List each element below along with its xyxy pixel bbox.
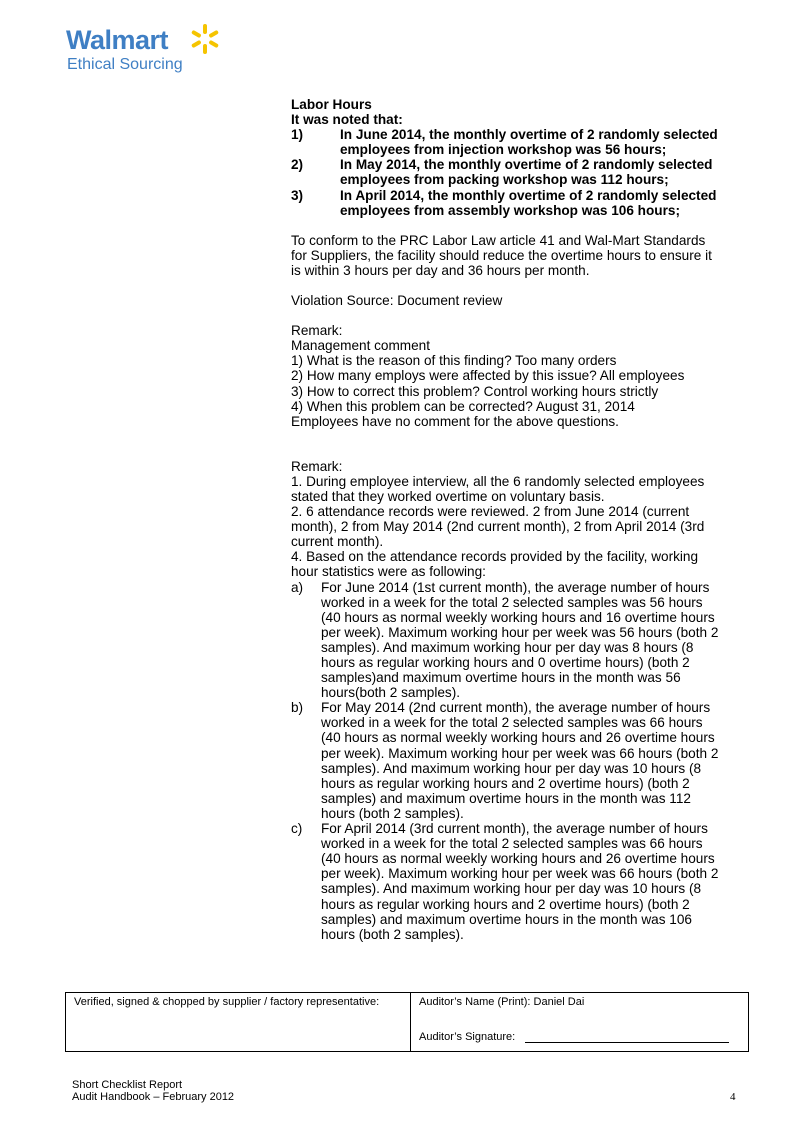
supplier-verification-label: Verified, signed & chopped by supplier / factory representative: (74, 996, 380, 1008)
report-content (291, 97, 721, 942)
supplier-verification-cell (66, 993, 411, 1051)
remark-paragraph: 4. Based on the attendance records provided by the facility, working hour statistics were as following: (291, 549, 699, 580)
remark-label: Remark: (291, 458, 343, 474)
list-text: For April 2014 (3rd current month), the average number of hours worked in a week for the total 2 selected samples was 66 hours (40 hours as normal weekly working hours and 26 overtime hours per week). Maximum working hour per week was 66 hours (both 2 samples). And maximum working hour per day was 10 hours (8 hours as regular working hours and 2 overtime hours) (both 2 samples) and maximum overtime hours in the month was 106 hours (both 2 samples). (321, 821, 719, 942)
finding-number: 1) (291, 127, 304, 143)
list-text: For May 2014 (2nd current month), the average number of hours worked in a week for the total 2 selected samples was 66 hours (40 hours as normal weekly working hours and 26 overtime hours per week). Maximum working hour per week was 66 hours (both 2 samples). And maximum working hour per day was 10 hours (8 hours as regular working hours and 2 overtime hours) (both 2 samples) and maximum overtime hours in the month was 112 hours (both 2 samples). (321, 700, 719, 821)
noted-intro: It was noted that: (291, 112, 403, 128)
remark-paragraph: 1. During employee interview, all the 6 randomly selected employees stated that they worked overtime on voluntary basis. (291, 473, 705, 504)
remark-line: 4) When this problem can be corrected? August 31, 2014 (291, 398, 635, 414)
list-item (291, 700, 721, 821)
list-letter: a) (291, 579, 304, 595)
remark-line: 1) What is the reason of this finding? Too many orders (291, 353, 617, 369)
finding-text: In April 2014, the monthly overtime of 2 randomly selected employees from assembly workshop was 106 hours; (340, 187, 717, 218)
page-number: 4 (730, 1091, 736, 1103)
logo-subtitle: Ethical Sourcing (67, 56, 183, 73)
remark-line: 2) How many employs were affected by this issue? All employees (291, 368, 685, 384)
finding-text: In May 2014, the monthly overtime of 2 randomly selected employees from packing workshop was 112 hours; (340, 157, 713, 188)
list-text: For June 2014 (1st current month), the average number of hours worked in a week for the total 2 selected samples was 56 hours (40 hours as normal weekly working hours and 16 overtime hours per week). Maximum working hour per week was 56 hours (both 2 samples). And maximum working hour per day was 8 hours (8 hours as regular working hours and 0 overtime hours) (both 2 samples)and maximum overtime hours in the month was 56 hours(both 2 samples). (321, 579, 719, 701)
auditor-cell (411, 993, 748, 1051)
conform-paragraph: To conform to the PRC Labor Law article 41 and Wal-Mart Standards for Suppliers, the facility should reduce the overtime hours to ensure it is within 3 hours per day and 36 hours per month. (291, 232, 712, 278)
list-item (291, 821, 721, 942)
signature-table (65, 992, 749, 1052)
remark-label: Remark: (291, 323, 343, 339)
violation-source: Violation Source: Document review (291, 293, 503, 309)
finding-item (291, 157, 721, 187)
remark-line: Employees have no comment for the above questions. (291, 413, 619, 429)
list-letter: b) (291, 700, 304, 716)
finding-number: 3) (291, 187, 304, 203)
list-item (291, 580, 721, 701)
finding-item (291, 127, 721, 157)
remark-line: 3) How to correct this problem? Control working hours strictly (291, 383, 659, 399)
auditor-signature-label: Auditor’s Signature: (419, 1031, 516, 1043)
logo-wordmark: Walmart (66, 25, 169, 55)
walmart-logo (66, 24, 236, 76)
finding-number: 2) (291, 157, 304, 173)
finding-text: In June 2014, the monthly overtime of 2 randomly selected employees from injection workshop was 56 hours; (340, 127, 718, 158)
statistics-list (291, 580, 721, 942)
remark-paragraph: 2. 6 attendance records were reviewed. 2 from June 2014 (current month), 2 from May 2014 (2nd current month), 2 from April 2014 (3rd current month). (291, 504, 705, 550)
page-footer (72, 1079, 234, 1103)
signature-line (525, 1042, 729, 1043)
footer-report-name: Short Checklist Report (72, 1079, 183, 1091)
list-letter: c) (291, 821, 303, 837)
spark-icon (184, 22, 226, 56)
section-title: Labor Hours (291, 97, 372, 112)
finding-item (291, 188, 721, 218)
footer-handbook: Audit Handbook – February 2012 (72, 1091, 235, 1103)
auditor-name: Auditor’s Name (Print): Daniel Dai (419, 996, 585, 1008)
remark-line: Management comment (291, 338, 431, 354)
